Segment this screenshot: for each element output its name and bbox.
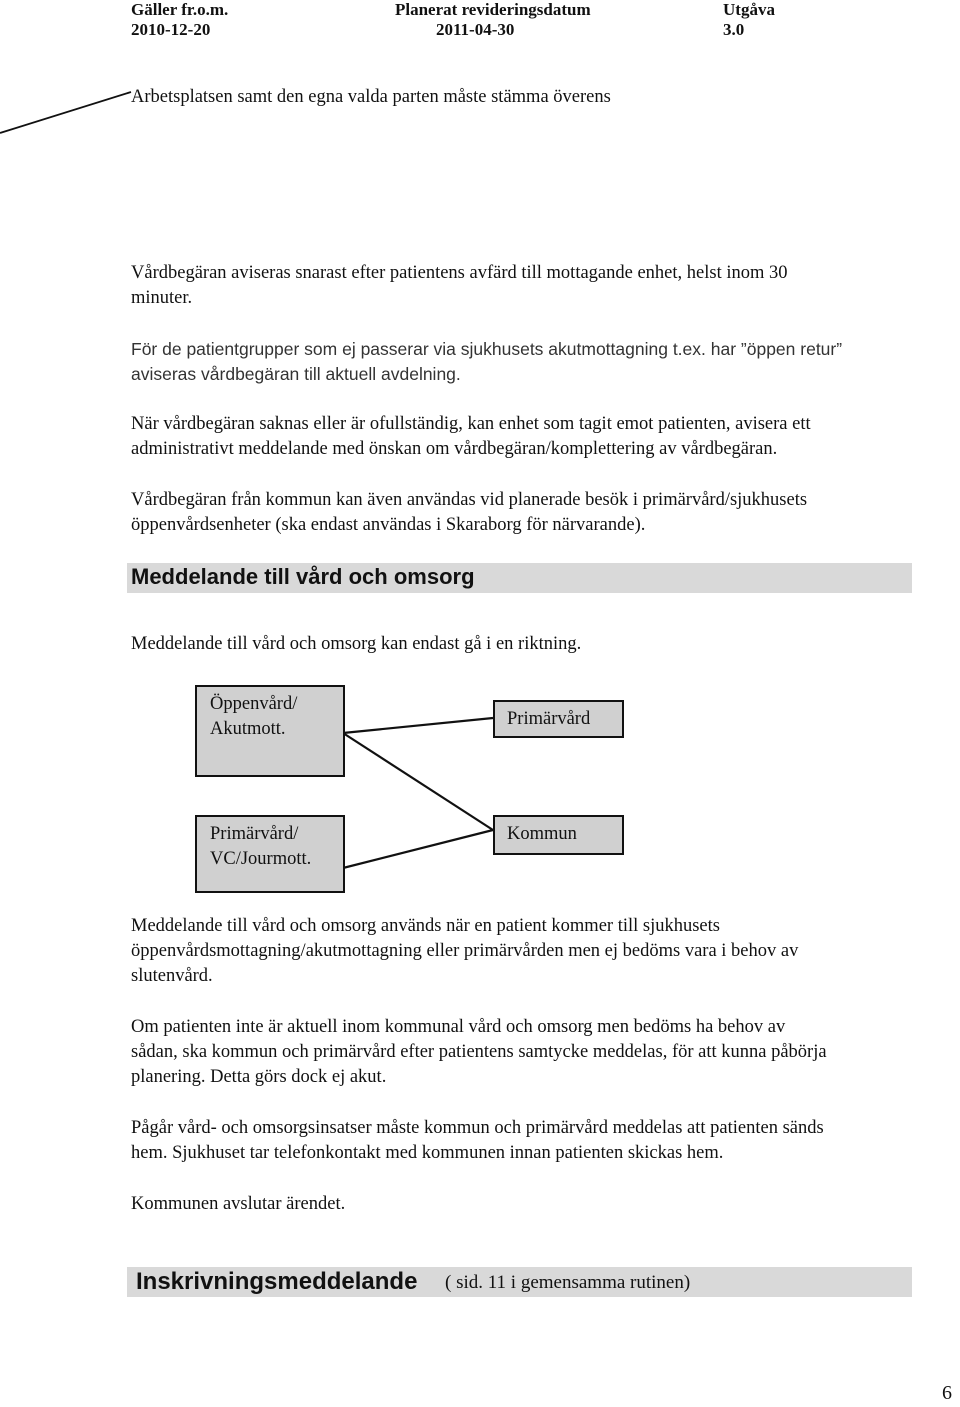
paragraph-line: minuter. [131,288,193,308]
paragraph-line: slutenvård. [131,966,213,986]
paragraph-line: När vårdbegäran saknas eller är ofullständig, kan enhet som tagit emot patienten, avisera ett [131,414,811,434]
paragraph-line: Meddelande till vård och omsorg används när en patient kommer till sjukhusets [131,916,720,936]
section-heading-text: Meddelande till vård och omsorg [131,564,475,589]
paragraph-avslutar: Kommunen avslutar ärendet. [131,1194,346,1214]
paragraph-anvandning [131,914,951,989]
paragraph-line: Vårdbegäran från kommun kan även användas vid planerade besök i primärvård/sjukhusets [131,490,808,510]
connector-primarvard-vc-kommun [343,830,493,868]
header-revision-label: Planerat revideringsdatum [395,0,591,19]
section1-intro: Meddelande till vård och omsorg kan endast gå i en riktning. [131,634,582,654]
intro-line: Arbetsplatsen samt den egna valda parten måste stämma överens [131,87,611,107]
paragraph-line: sådan, ska kommun och primärvård efter patientens samtycke meddelas, för att kunna påbörja [131,1042,827,1062]
box-primarvard-vc-jourmott [195,815,345,893]
paragraph-pagaende-insatser [131,1116,951,1166]
box-line: VC/Jourmott. [210,849,312,869]
paragraph-line: administrativt meddelande med önskan om vårdbegäran/komplettering av vårdbegäran. [131,439,778,459]
paragraph-line: öppenvårdsenheter (ska endast användas i Skaraborg för närvarande). [131,515,646,535]
box-line: Akutmott. [210,719,286,739]
section-heading-inskrivning [127,1267,912,1297]
header-valid-from-label: Gäller fr.o.m. [131,0,229,19]
box-oppenvard-akutmott [195,685,345,777]
box-line: Kommun [507,824,577,844]
paragraph-line: planering. Detta görs dock ej akut. [131,1067,387,1087]
section-heading-note: ( sid. 11 i gemensamma rutinen) [445,1272,691,1293]
paragraph-line: För de patientgrupper som ej passerar via sjukhusets akutmottagning t.ex. har ”öppen retur” [131,339,843,359]
section-heading-text: Inskrivningsmeddelande [136,1268,418,1295]
header-valid-from-value: 2010-12-20 [131,20,211,39]
header-edition-value: 3.0 [723,20,745,39]
page-number: 6 [942,1382,952,1404]
paragraph-ej-aktuell [131,1015,951,1090]
paragraph-line: Pågår vård- och omsorgsinsatser måste kommun och primärvård meddelas att patienten sänds [131,1118,824,1138]
box-line: Primärvård [507,709,591,729]
paragraph-line: hem. Sjukhuset tar telefonkontakt med kommunen innan patienten skickas hem. [131,1143,724,1163]
paragraph-line: aviseras vårdbegäran till aktuell avdelning. [131,364,461,384]
paragraph-line: Vårdbegäran aviseras snarast efter patientens avfärd till mottagande enhet, helst inom 30 [131,263,788,283]
paragraph-line: öppenvårdsmottagning/akutmottagning eller primärvården men ej bedöms vara i behov av [131,941,799,961]
paragraph-line: Om patienten inte är aktuell inom kommunal vård och omsorg men bedöms ha behov av [131,1017,786,1037]
header-edition-label: Utgåva [723,0,775,19]
box-kommun [493,815,624,855]
box-primarvard [493,700,624,738]
connector-oppenvard-primarvard [343,718,493,733]
box-line: Primärvård/ [210,824,299,844]
header-revision-value: 2011-04-30 [436,20,515,39]
box-line: Öppenvård/ [210,694,298,714]
connector-oppenvard-kommun [343,733,493,830]
